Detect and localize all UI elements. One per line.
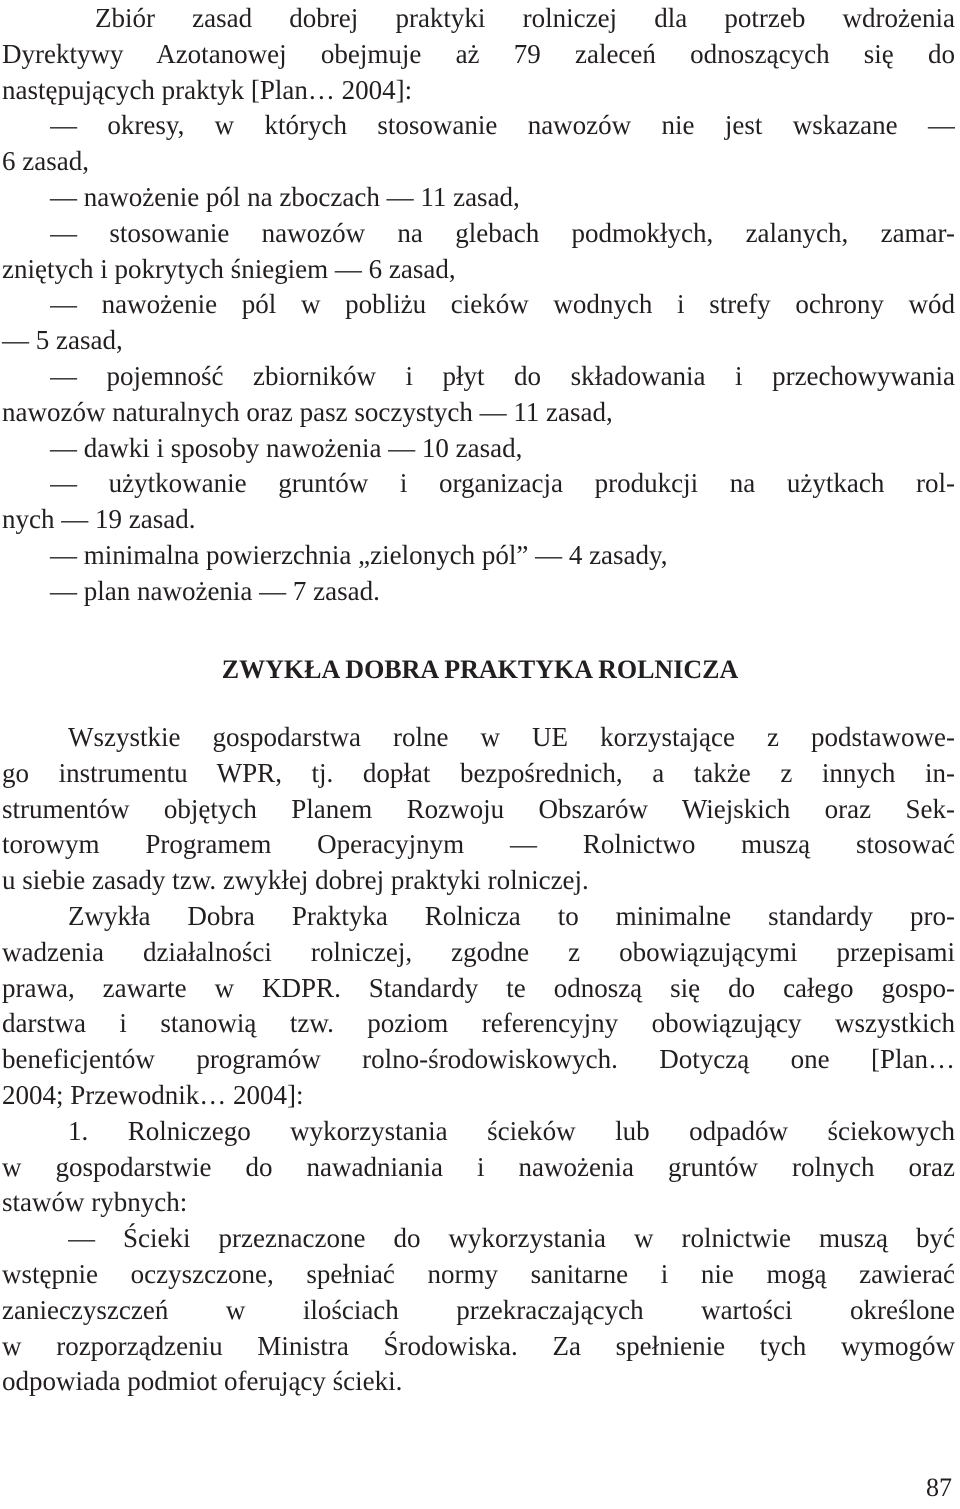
section-heading: ZWYKŁA DOBRA PRAKTYKA ROLNICZA <box>221 655 739 684</box>
body-text-line: odpowiada podmiot oferujący ścieki. <box>2 1366 403 1397</box>
body-text-line: strumentów objętych Planem Rozwoju Obszarów Wiejskich oraz Sek- <box>2 793 955 824</box>
body-text-line: go instrumentu WPR, tj. dopłat bezpośrednich, a także z innych in- <box>2 757 955 788</box>
page-number: 87 <box>926 1473 952 1502</box>
intro-text-line: — pojemność zbiorników i płyt do składowania i przechowywania <box>50 361 955 391</box>
intro-text-line: — okresy, w których stosowanie nawozów nie jest wskazane — <box>50 110 955 141</box>
intro-text-line: — plan nawożenia — 7 zasad. <box>50 575 380 606</box>
body-text-line: u siebie zasady tzw. zwykłej dobrej praktyki rolniczej. <box>2 865 589 896</box>
intro-text-line: Dyrektywy Azotanowej obejmuje aż 79 zaleceń odnoszących się do <box>2 38 955 69</box>
intro-text-line: zniętych i pokrytych śniegiem — 6 zasad, <box>2 253 456 284</box>
intro-text-line: — minimalna powierzchnia „zielonych pól” — 4 zasady, <box>50 540 668 570</box>
body-text-line: 1. Rolniczego wykorzystania ścieków lub odpadów ściekowych <box>68 1115 955 1146</box>
intro-text-line: — 5 zasad, <box>2 325 123 356</box>
intro-text-line: 6 zasad, <box>2 146 89 177</box>
intro-text-line: — nawożenie pól w pobliżu cieków wodnych i strefy ochrony wód <box>50 289 955 320</box>
body-text-line: darstwa i stanowią tzw. poziom referencyjny obowiązujący wszystkich <box>2 1008 955 1039</box>
intro-text-line: — użytkowanie gruntów i organizacja produkcji na użytkach rol- <box>50 468 955 499</box>
intro-text-line: — stosowanie nawozów na glebach podmokłych, zalanych, zamar- <box>50 217 955 248</box>
body-text-line: stawów rybnych: <box>2 1187 188 1218</box>
intro-text-line: nawozów naturalnych oraz pasz soczystych — 11 zasad, <box>2 396 613 427</box>
body-text-line: w rozporządzeniu Ministra Środowiska. Za spełnienie tych wymogów <box>2 1330 955 1361</box>
body-text-line: torowym Programem Operacyjnym — Rolnictwo muszą stosować <box>2 829 955 860</box>
body-text-line: prawa, zawarte w KDPR. Standardy te odnoszą się do całego gospo- <box>2 972 955 1003</box>
body-text-line: w gospodarstwie do nawadniania i nawożenia gruntów rolnych oraz <box>2 1151 955 1182</box>
body-text-line: wstępnie oczyszczone, spełniać normy sanitarne i nie mogą zawierać <box>2 1259 955 1289</box>
body-text-line: wadzenia działalności rolniczej, zgodne z obowiązującymi przepisami <box>2 936 955 967</box>
body-text-line: — Ścieki przeznaczone do wykorzystania w rolnictwie muszą być <box>68 1223 955 1254</box>
intro-text-line: Zbiór zasad dobrej praktyki rolniczej dla potrzeb wdrożenia <box>95 3 955 33</box>
body-text-line: Zwykła Dobra Praktyka Rolnicza to minimalne standardy pro- <box>68 901 955 931</box>
body-text-line: Wszystkie gospodarstwa rolne w UE korzystające z podstawowe- <box>68 722 955 752</box>
intro-text-line: — nawożenie pól na zboczach — 11 zasad, <box>50 182 520 212</box>
intro-text-line: następujących praktyk [Plan… 2004]: <box>2 74 413 105</box>
intro-text-line: — dawki i sposoby nawożenia — 10 zasad, <box>50 432 523 463</box>
body-text-line: 2004; Przewodnik… 2004]: <box>2 1080 304 1110</box>
body-text-line: beneficjentów programów rolno-środowiskowych. Dotyczą one [Plan… <box>2 1044 955 1075</box>
intro-text-line: nych — 19 zasad. <box>2 504 196 535</box>
body-text-line: zanieczyszczeń w ilościach przekraczających wartości określone <box>2 1294 955 1325</box>
